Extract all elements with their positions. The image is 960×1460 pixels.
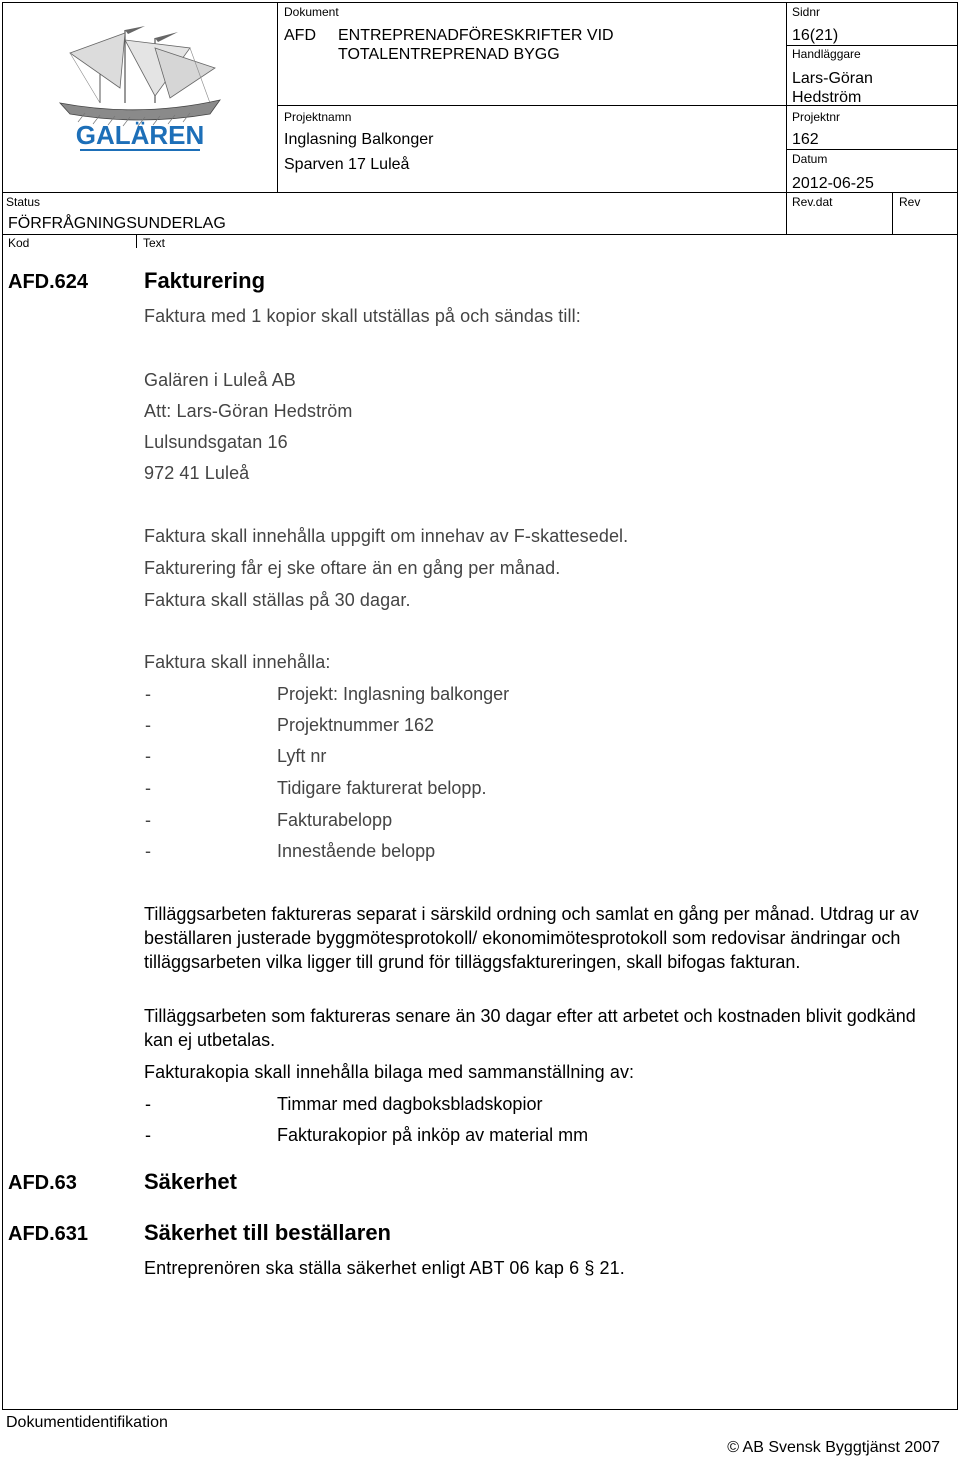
sidnr-label: Sidnr — [792, 5, 821, 19]
afd631-text: Entreprenören ska ställa säkerhet enligt ABT 06 kap 6 § 21. — [144, 1258, 625, 1278]
afd624-code: AFD.624 — [8, 271, 89, 293]
list-item: Projektnummer 162 — [277, 715, 435, 735]
handlaggare-line1: Lars-Göran — [792, 70, 873, 87]
projektnamn-line1: Inglasning Balkonger — [284, 131, 434, 148]
list-dash: - — [145, 841, 151, 861]
dokument-code: AFD — [284, 27, 316, 44]
rule-line: Faktura skall ställas på 30 dagar. — [144, 590, 411, 610]
contents-intro: Faktura skall innehålla: — [144, 652, 331, 672]
text-label: Text — [143, 236, 166, 250]
address-line: 972 41 Luleå — [144, 463, 250, 483]
invoice-intro: Faktura med 1 kopior skall utställas på och sändas till: — [144, 306, 581, 326]
afd631-code: AFD.631 — [8, 1223, 89, 1245]
extra-work-paragraph: Tilläggsarbeten faktureras separat i särskild ordning och samlat en gång per månad. Utdrag ur av beställaren justerade byggmötesprotokoll/ ekonomimötesprotokoll som redovisar ändringar och tilläggsarbeten vilka ligger till grund för tilläggsfaktureringen, skall bifogas fakturan. — [144, 904, 919, 972]
afd631-title: Säkerhet till beställaren — [144, 1220, 391, 1245]
list-dash: - — [145, 684, 151, 704]
rev-label: Rev — [899, 195, 921, 209]
doc-id-label: Dokumentidentifikation — [6, 1414, 168, 1431]
list-item: Innestående belopp — [277, 841, 436, 861]
rule-line: Faktura skall innehålla uppgift om innehav av F-skattesedel. — [144, 526, 629, 546]
address-line: Lulsundsgatan 16 — [144, 432, 288, 452]
list-item: Tidigare fakturerat belopp. — [277, 778, 487, 798]
projektnr-value: 162 — [792, 131, 819, 148]
list-dash: - — [145, 746, 151, 766]
datum-value: 2012-06-25 — [792, 175, 874, 192]
status-value: FÖRFRÅGNINGSUNDERLAG — [8, 215, 226, 232]
kod-label: Kod — [8, 236, 30, 250]
address-line: Galären i Luleå AB — [144, 370, 296, 390]
list-dash: - — [145, 715, 151, 735]
list-dash: - — [145, 1125, 151, 1145]
revdat-label: Rev.dat — [792, 195, 833, 209]
datum-label: Datum — [792, 152, 828, 166]
projektnamn-label: Projektnamn — [284, 110, 352, 124]
dokument-title-line2: TOTALENTREPRENAD BYGG — [338, 46, 560, 63]
projektnamn-line2: Sparven 17 Luleå — [284, 156, 410, 173]
projektnr-line — [786, 149, 958, 150]
header-bottom-line — [2, 234, 958, 235]
header-vline-3 — [892, 192, 893, 234]
list-dash: - — [145, 1094, 151, 1114]
afd624-title: Fakturering — [144, 268, 266, 293]
projektnr-label: Projektnr — [792, 110, 841, 124]
list-item: Fakturakopior på inköp av material mm — [277, 1125, 589, 1145]
dokument-label: Dokument — [284, 5, 339, 19]
list-dash: - — [145, 778, 151, 798]
list-item: Fakturabelopp — [277, 810, 393, 830]
sidnr-line — [786, 45, 958, 46]
rule-line: Fakturering får ej ske oftare än en gång per månad. — [144, 558, 561, 578]
sidnr-value: 16(21) — [792, 27, 839, 44]
header-vline-1 — [277, 2, 278, 192]
late-invoice-paragraph: Tilläggsarbeten som faktureras senare än 30 dagar efter att arbetet och kostnaden blivit godkänd kan ej utbetalas. — [144, 1006, 916, 1050]
list-item: Timmar med dagboksbladskopior — [277, 1094, 543, 1114]
dokument-title-line1: ENTREPRENADFÖRESKRIFTER VID — [338, 27, 614, 44]
copy-intro: Fakturakopia skall innehålla bilaga med sammanställning av: — [144, 1062, 635, 1082]
list-dash: - — [145, 810, 151, 830]
list-item: Projekt: Inglasning balkonger — [277, 684, 510, 704]
handlaggare-line2: Hedström — [792, 89, 862, 106]
galaren-logo — [50, 18, 230, 158]
afd63-title: Säkerhet — [144, 1169, 237, 1194]
logo-wordmark: GALÄREN — [75, 120, 205, 150]
kod-text-tick — [136, 234, 137, 248]
status-label: Status — [6, 195, 41, 209]
handlaggare-label: Handläggare — [792, 47, 861, 61]
afd63-code: AFD.63 — [8, 1172, 77, 1194]
list-item: Lyft nr — [277, 746, 327, 766]
copyright-text: © AB Svensk Byggtjänst 2007 — [727, 1439, 940, 1456]
header-vline-2 — [786, 2, 787, 234]
address-line: Att: Lars-Göran Hedström — [144, 401, 353, 421]
